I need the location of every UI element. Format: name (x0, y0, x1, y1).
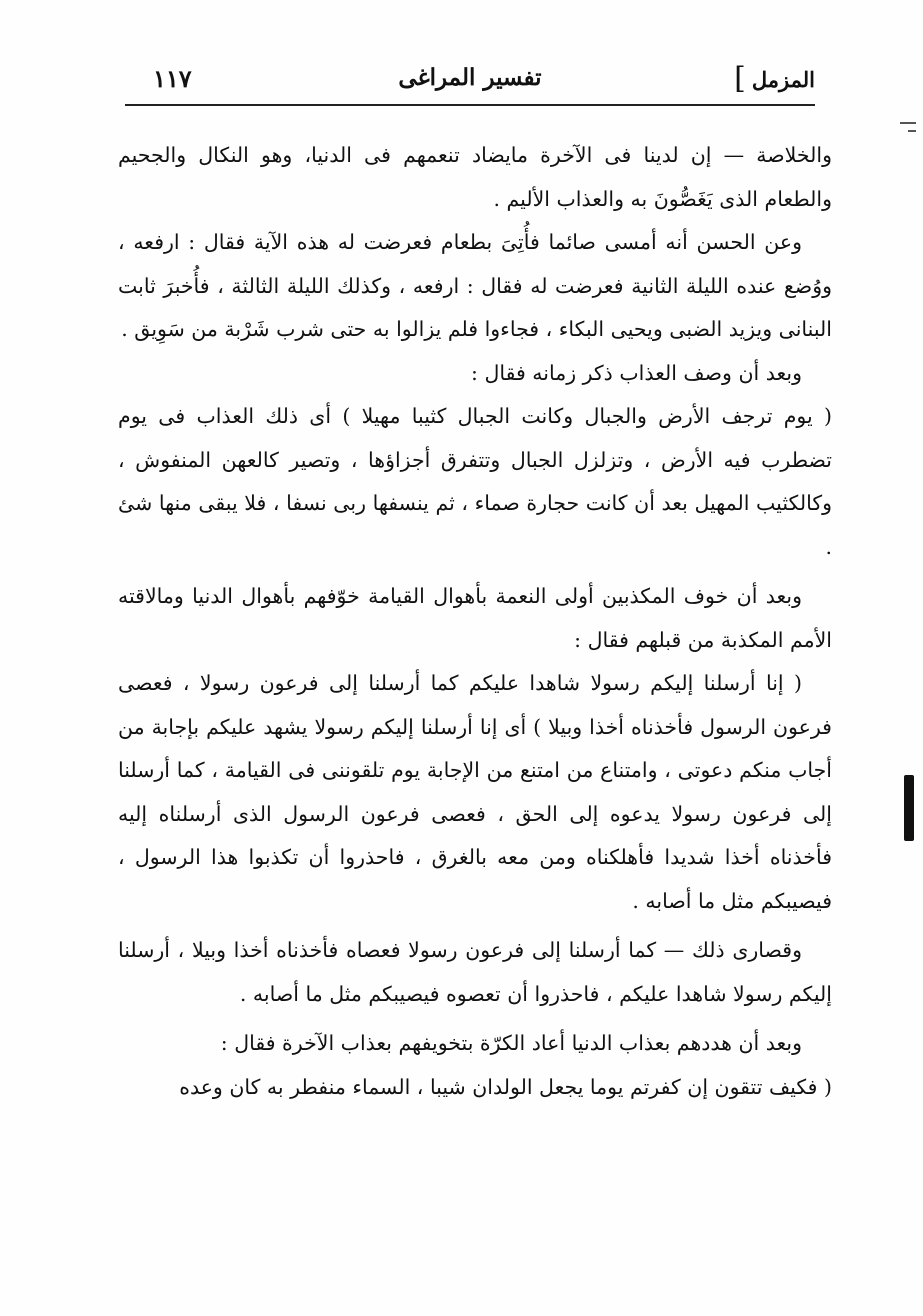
page-body (118, 134, 832, 1109)
book-title: تفسير المراغى (398, 64, 542, 91)
paragraph: وعن الحسن أنه أمسى صائما فأُتِىَ بطعام فعرضت له هذه الآية فقال : ارفعه ، ووُضع عنده الليلة الثانية فعرضت له فقال : ارفعه ، وكذلك الليلة الثالثة ، فأُخبرَ ثابت البنانى ويزيد الضبى ويحيى البكاء ، فجاءوا فلم يزالوا به حتى شرب شَرْبة من سَوِيق . (118, 230, 832, 341)
paragraph: والخلاصة — إن لدينا فى الآخرة مايضاد تنعمهم فى الدنيا، وهو النكال والجحيم والطعام الذى يَغَصُّونَ به والعذاب الأليم . (118, 143, 832, 211)
page-header (125, 56, 815, 106)
header-bracket: ] (734, 61, 746, 96)
margin-scan-mark (904, 775, 914, 841)
header-rule (125, 104, 815, 106)
paragraph: ( فكيف تتقون إن كفرتم يوما يجعل الولدان شيبا ، السماء منفطر به كان وعده (179, 1074, 832, 1099)
margin-speck (908, 130, 916, 132)
paragraph: ( إنا أرسلنا إليكم رسولا شاهدا عليكم كما أرسلنا إلى فرعون رسولا ، فعصى فرعون الرسول فأخذناه أخذا وبيلا ) أى إنا أرسلنا إليكم رسولا يشهد عليكم بإجابة من أجاب منكم دعوتى ، وامتناع من امتنع من الإجابة يوم تلقوننى فى القيامة ، كما أرسلنا إلى فرعون رسولا يدعوه إلى الحق ، فعصى فرعون الرسول الذى أرسلناه إليه فأخذناه أخذا شديدا فأهلكناه ومن معه بالغرق ، فاحذروا أن تكذبوا هذا الرسول ، فيصيبكم مثل ما أصابه . (118, 671, 832, 913)
paragraph: ( يوم ترجف الأرض والجبال وكانت الجبال كثيبا مهيلا ) أى ذلك العذاب فى يوم تضطرب فيه الأرض ، وتزلزل الجبال وتتفرق أجزاؤها ، وتصير كالعهن المنفوش ، وكالكثيب المهيل بعد أن كانت حجارة صماء ، ثم ينسفها ربى نسفا ، فلا يبقى منها شئ . (118, 404, 832, 559)
paragraph: وبعد أن هددهم بعذاب الدنيا أعاد الكرّة بتخويفهم بعذاب الآخرة فقال : (220, 1031, 802, 1055)
surah-name-text: المزمل (751, 66, 815, 92)
margin-speck (900, 122, 916, 124)
paragraph: وقصارى ذلك — كما أرسلنا إلى فرعون رسولا فعصاه فأخذناه أخذا وبيلا ، أرسلنا إليكم رسولا شاهدا عليكم ، فاحذروا أن تعصوه فيصيبكم مثل ما أصابه . (118, 938, 832, 1006)
paragraph: وبعد أن خوف المكذبين أولى النعمة بأهوال القيامة خوّفهم بأهوال الدنيا ومالاقته الأمم المكذبة من قبلهم فقال : (118, 584, 832, 652)
paragraph: وبعد أن وصف العذاب ذكر زمانه فقال : (471, 360, 802, 385)
page-number: ١١٧ (153, 64, 192, 93)
